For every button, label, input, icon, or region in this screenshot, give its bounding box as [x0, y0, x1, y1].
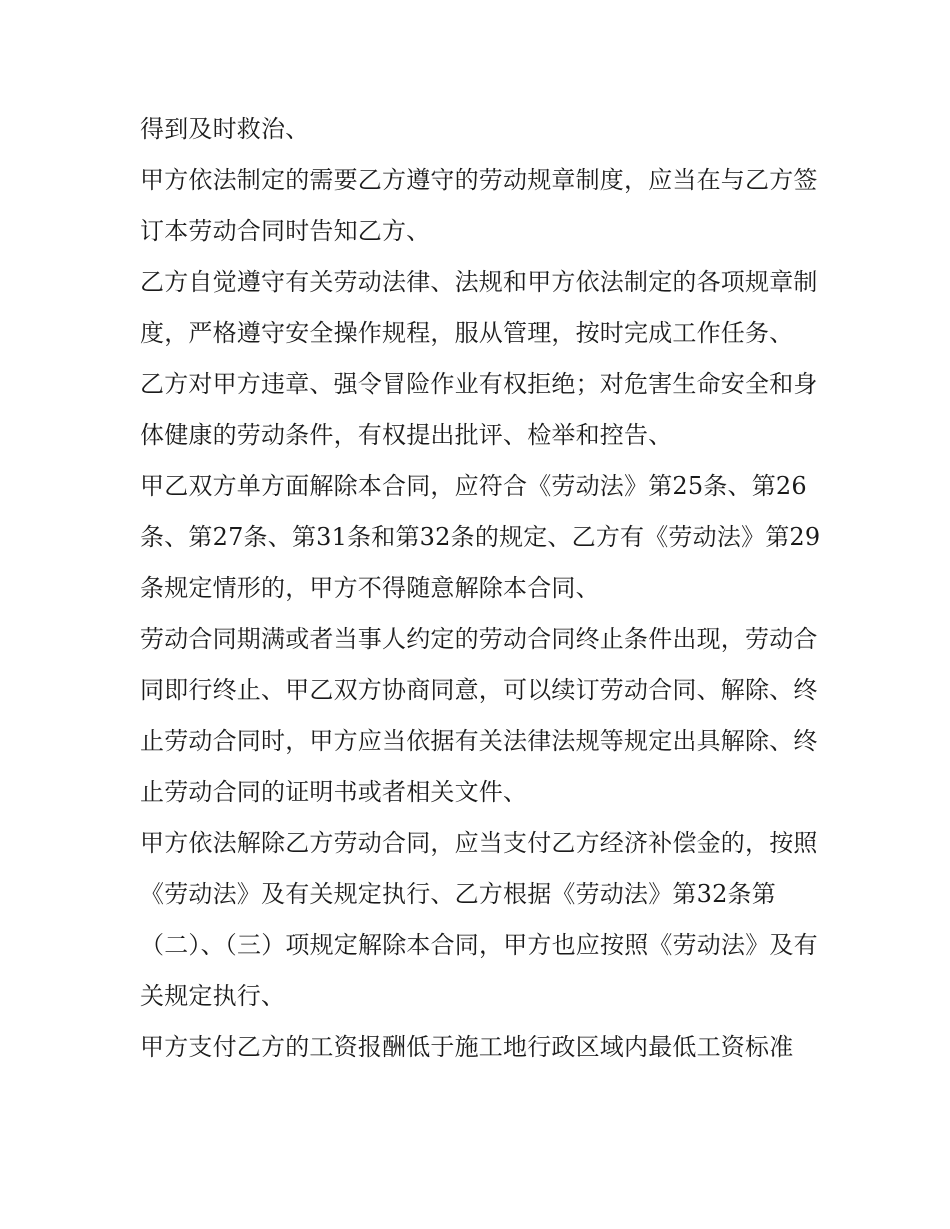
paragraph-5: 甲乙双方单方面解除本合同，应符合《劳动法》第25条、第26条、第27条、第31条和第32条的规定、乙方有《劳动法》第29条规定情形的，甲方不得随意解除本合同、	[140, 472, 821, 602]
paragraph-4: 乙方对甲方违章、强令冒险作业有权拒绝；对危害生命安全和身体健康的劳动条件，有权提出批评、检举和控告、	[140, 370, 818, 449]
paragraph-1: 得到及时救治、	[140, 115, 310, 143]
paragraph-8: 甲方支付乙方的工资报酬低于施工地行政区域内最低工资标准	[140, 1033, 794, 1061]
paragraph-6: 劳动合同期满或者当事人约定的劳动合同终止条件出现，劳动合同即行终止、甲乙双方协商同意，可以续订劳动合同、解除、终止劳动合同时，甲方应当依据有关法律法规等规定出具解除、终止劳动合同的证明书或者相关文件、	[140, 625, 818, 806]
paragraph-7: 甲方依法解除乙方劳动合同，应当支付乙方经济补偿金的，按照《劳动法》及有关规定执行、乙方根据《劳动法》第32条第（二）、（三）项规定解除本合同，甲方也应按照《劳动法》及有关规定执行、	[140, 829, 818, 1010]
document-page	[140, 104, 830, 1073]
paragraph-3: 乙方自觉遵守有关劳动法律、法规和甲方依法制定的各项规章制度，严格遵守安全操作规程，服从管理，按时完成工作任务、	[140, 268, 818, 347]
paragraph-2: 甲方依法制定的需要乙方遵守的劳动规章制度，应当在与乙方签订本劳动合同时告知乙方、	[140, 166, 818, 245]
